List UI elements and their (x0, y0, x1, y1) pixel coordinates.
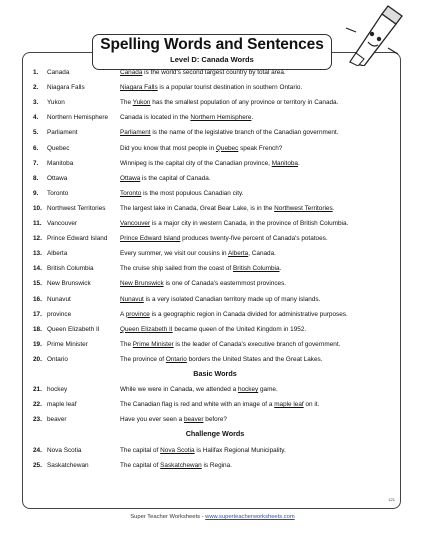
sentence-text: is the leader of Canada's executive branch of government. (173, 340, 341, 348)
spelling-word: Canada (47, 69, 70, 76)
word-number: 24. (33, 446, 42, 454)
word-number: 13. (33, 250, 42, 258)
underlined-word: Northwest Territories (274, 204, 333, 212)
underlined-word: Prince Edward Island (120, 235, 181, 243)
word-number: 16. (33, 295, 42, 303)
basic-words-heading: Basic Words (193, 369, 237, 378)
sentence-text: The cruise ship sailed from the coast of (120, 265, 233, 273)
example-sentence (120, 232, 328, 246)
underlined-word: Ottawa (120, 174, 141, 182)
underlined-word: Vancouver (120, 220, 151, 227)
word-number: 5. (33, 129, 39, 137)
underlined-word: Nova Scotia (160, 446, 195, 454)
example-sentence (120, 157, 300, 171)
sentence-text: Did you know that most people in (120, 144, 216, 152)
footer-link[interactable]: www.superteacherworksheets.com (205, 514, 295, 520)
spelling-word: beaver (47, 416, 67, 424)
word-number: 21. (33, 386, 42, 394)
example-sentence (120, 217, 348, 231)
sentence-text: on it. (303, 401, 320, 409)
sentence-text: is a popular tourist destination in southern Ontario. (157, 84, 303, 92)
sentence-text: The largest lake in Canada, Great Bear Lake, is in the (120, 204, 275, 212)
spelling-word: Niagara Falls (47, 84, 85, 92)
spelling-word: Quebec (47, 144, 70, 152)
word-number: 20. (33, 355, 42, 363)
sentence-text: has the smallest population of any province or territory in Canada. (150, 99, 339, 107)
word-number: 15. (33, 280, 42, 288)
example-sentence (120, 323, 306, 337)
example-sentence (120, 308, 348, 322)
spelling-word: Ontario (47, 355, 68, 363)
sentence-text: . (332, 204, 335, 212)
sentence-text: is a very isolated Canadian territory made up of many islands. (143, 295, 321, 303)
example-sentence (120, 126, 338, 140)
sentence-text: The province of (120, 355, 166, 363)
spelling-word: Alberta (47, 250, 68, 258)
pencil-mascot-icon (336, 4, 406, 66)
example-sentence (120, 81, 302, 95)
word-number: 19. (33, 340, 42, 348)
example-sentence (120, 202, 334, 216)
sentence-text: became queen of the United Kingdom in 1952. (172, 325, 307, 333)
spelling-word: Nunavut (47, 295, 71, 303)
challenge-words-heading: Challenge Words (185, 429, 245, 439)
example-sentence (120, 172, 211, 186)
sentence-text: is the capital of Canada. (140, 174, 211, 182)
underlined-word: Nunavut (120, 295, 144, 303)
underlined-word: Canada (120, 69, 143, 76)
page-code: 121 (388, 497, 395, 502)
sentence-text: The Canadian flag is red and white with an image of a (120, 401, 275, 409)
spelling-word: Queen Elizabeth II (47, 325, 100, 333)
spelling-word: Yukon (47, 99, 65, 107)
sentence-text: The capital of (120, 446, 161, 454)
word-number: 18. (33, 325, 42, 333)
spelling-word: Vancouver (47, 220, 78, 227)
example-sentence (120, 247, 276, 261)
footer (0, 514, 425, 520)
sentence-text: is one of Canada's easternmost provinces. (163, 280, 287, 288)
word-number: 3. (33, 99, 39, 107)
underlined-word: province (125, 310, 150, 318)
underlined-word: Northern Hemisphere (190, 114, 252, 122)
spelling-word: British Columbia (47, 265, 94, 273)
sentence-text: is Regina. (201, 461, 232, 469)
example-sentence (120, 293, 320, 307)
spelling-word: Prime Minister (47, 340, 88, 348)
underlined-word: Prime Minister (132, 340, 174, 348)
page-subtitle: Level D: Canada Words (170, 55, 254, 64)
word-number: 11. (33, 220, 42, 227)
sentence-text: is a geographic region in Canada divided for administrative purposes. (149, 310, 348, 318)
underlined-word: Niagara Falls (120, 84, 158, 92)
underlined-word: hockey (237, 386, 259, 394)
spelling-word: Toronto (47, 189, 69, 197)
example-sentence (120, 353, 323, 367)
sentence-text: is the most populous Canadian city. (141, 189, 244, 197)
sentence-text: is the world's second largest country by total area. (142, 69, 286, 76)
page-title: Spelling Words and Sentences (100, 36, 324, 53)
sentence-text: The capital of (120, 461, 161, 469)
spelling-word: hockey (47, 386, 68, 394)
sentence-text: borders the United States and the Great Lakes. (186, 355, 323, 363)
word-number: 8. (33, 174, 39, 182)
sentence-text: before? (203, 416, 227, 424)
sentence-text: Have you ever seen a (120, 416, 184, 424)
word-number: 17. (33, 310, 42, 318)
underlined-word: Manitoba (271, 159, 298, 167)
word-number: 2. (33, 84, 39, 92)
spelling-word: New Brunswick (47, 280, 91, 288)
example-sentence (120, 383, 278, 397)
underlined-word: Ontario (165, 355, 187, 363)
spelling-word: maple leaf (47, 401, 77, 409)
sentence-text: is the name of the legislative branch of the Canadian government. (150, 129, 339, 137)
sentence-text: , Canada. (248, 250, 276, 258)
spelling-word: Saskatchewan (47, 461, 89, 469)
word-number: 14. (33, 265, 42, 273)
sentence-text: A (120, 310, 126, 318)
title-box (92, 34, 332, 70)
sentence-text: is Halifax Regional Municipality. (194, 446, 286, 454)
underlined-word: Queen Elizabeth II (120, 325, 173, 333)
word-number: 6. (33, 144, 39, 152)
sentence-text: While we were in Canada, we attended a (120, 386, 238, 394)
example-sentence (120, 459, 232, 473)
underlined-word: Toronto (120, 189, 142, 197)
sentence-text: game. (258, 386, 278, 394)
word-number: 4. (33, 114, 39, 122)
example-sentence (120, 277, 286, 291)
spelling-word: Northern Hemisphere (47, 114, 109, 122)
spelling-word: Northwest Territories (47, 204, 106, 212)
underlined-word: maple leaf (274, 401, 304, 409)
word-number: 9. (33, 189, 39, 197)
word-number: 12. (33, 235, 42, 243)
sentence-text: . (297, 159, 300, 167)
word-number: 10. (33, 204, 42, 212)
example-sentence (120, 187, 244, 201)
underlined-word: Alberta (227, 250, 249, 258)
example-sentence (120, 398, 319, 412)
sentence-text: produces twenty-five percent of Canada's potatoes. (180, 235, 328, 243)
sentence-text: . (279, 265, 282, 273)
underlined-word: New Brunswick (120, 280, 164, 288)
example-sentence (120, 262, 281, 276)
example-sentence (120, 413, 227, 427)
spelling-word: Manitoba (47, 159, 74, 167)
underlined-word: Yukon (132, 99, 151, 107)
spelling-word: Ottawa (47, 174, 68, 182)
sentence-text: . (251, 114, 254, 122)
example-sentence (120, 66, 286, 80)
sentence-text: Every summer, we visit our cousins in (120, 250, 228, 258)
example-sentence (120, 142, 282, 156)
sentence-text: Winnipeg is the capital city of the Canadian province, (120, 159, 272, 167)
sentence-text: is a major city in western Canada, in the province of British Columbia. (150, 220, 349, 227)
spelling-word: Parliament (47, 129, 78, 137)
spelling-word: Prince Edward Island (47, 235, 108, 243)
footer-text: Super Teacher Worksheets - (130, 514, 206, 520)
sentence-text: Canada is located in the (120, 114, 191, 122)
word-number: 7. (33, 159, 39, 167)
underlined-word: Saskatchewan (160, 461, 202, 469)
underlined-word: beaver (183, 416, 204, 424)
example-sentence (120, 96, 338, 110)
sentence-text: The (120, 99, 133, 107)
sentence-text: The (120, 340, 133, 348)
example-sentence (120, 338, 340, 352)
spelling-word: Nova Scotia (47, 446, 82, 454)
word-number: 23. (33, 416, 42, 424)
word-number: 1. (33, 69, 39, 76)
sentence-text: speak French? (238, 144, 283, 152)
example-sentence (120, 111, 253, 125)
word-number: 25. (33, 461, 42, 469)
word-number: 22. (33, 401, 42, 409)
underlined-word: Quebec (215, 144, 239, 152)
spelling-word: province (47, 310, 72, 318)
underlined-word: British Columbia (232, 265, 280, 273)
example-sentence (120, 444, 286, 458)
underlined-word: Parliament (120, 129, 151, 137)
